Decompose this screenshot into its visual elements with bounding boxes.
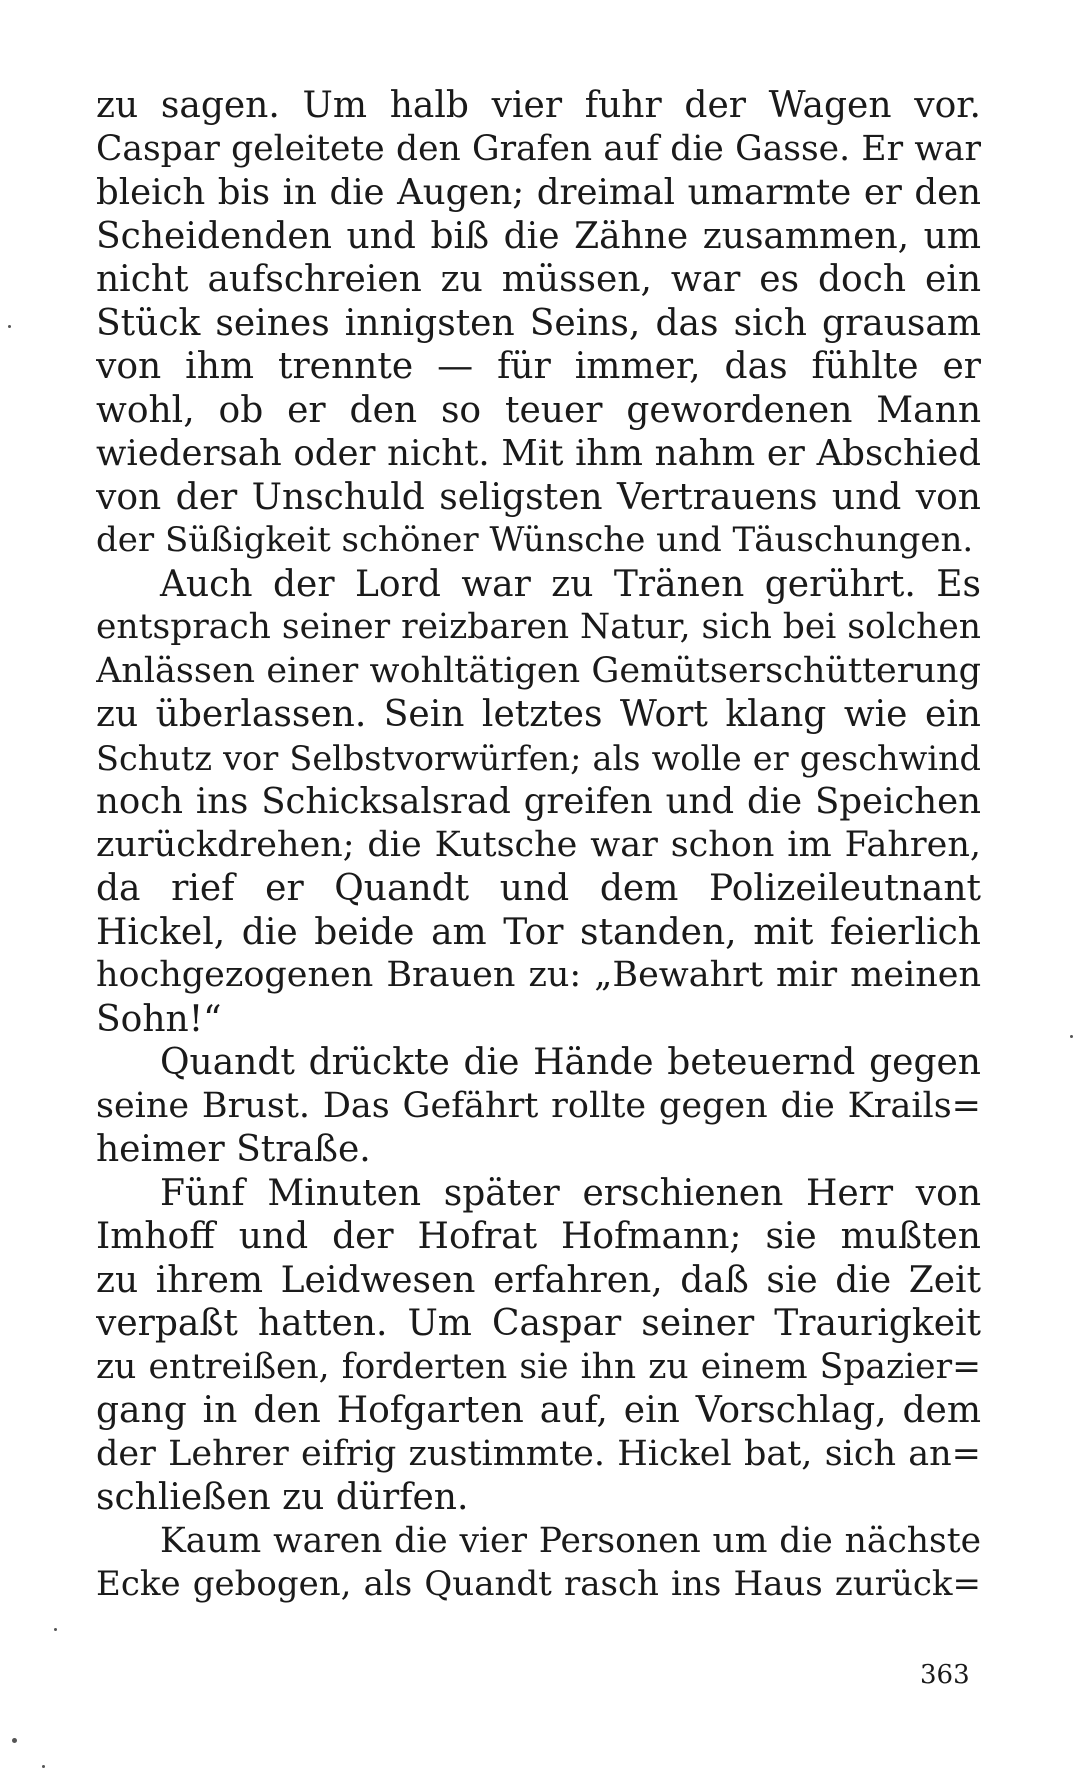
text-line: zu überlassen. Sein letztes Wort klang wie ein: [96, 694, 981, 735]
text-line: da rief er Quandt und dem Polizeileutnant: [96, 868, 981, 909]
text-line: hochgezogenen Brauen zu: „Bewahrt mir meinen: [96, 955, 981, 995]
text-line: Imhoff und der Hofrat Hofmann; sie mußten: [96, 1216, 981, 1257]
text-line: Scheidenden und biß die Zähne zusammen, um: [96, 215, 981, 257]
text-line: Fünf Minuten später erschienen Herr von: [160, 1172, 981, 1214]
print-speck: [42, 1765, 45, 1768]
text-line: Hickel, die beide am Tor standen, mit feierlich: [96, 911, 981, 953]
text-line: entsprach seiner reizbaren Natur, sich bei solchen: [96, 607, 981, 647]
text-line: zu ihrem Leidwesen erfahren, daß sie die Zeit: [96, 1259, 981, 1301]
text-line: von der Unschuld seligsten Vertrauens und von: [96, 476, 981, 518]
text-line: zu entreißen, forderten sie ihn zu einem Spazier=: [96, 1346, 981, 1387]
print-speck: [12, 1738, 17, 1743]
text-line: wiedersah oder nicht. Mit ihm nahm er Abschied: [96, 433, 981, 474]
text-line: noch ins Schicksalsrad greifen und die Speichen: [96, 781, 981, 822]
text-line: Anlässen einer wohltätigen Gemütserschütterung: [96, 650, 981, 691]
text-line: der Lehrer eifrig zustimmte. Hickel bat, sich an=: [96, 1433, 981, 1474]
text-line: nicht aufschreien zu müssen, war es doch ein: [96, 259, 981, 300]
print-speck: [1070, 1035, 1073, 1038]
text-line: wohl, ob er den so teuer gewordenen Mann: [96, 389, 981, 431]
text-line: Auch der Lord war zu Tränen gerührt. Es: [160, 563, 981, 605]
text-line: der Süßigkeit schöner Wünsche und Täuschungen.: [96, 520, 974, 560]
text-line: Sohn!“: [96, 998, 222, 1040]
text-line: zu sagen. Um halb vier fuhr der Wagen vor.: [96, 85, 981, 126]
page-number: 363: [920, 1660, 970, 1690]
text-line: bleich bis in die Augen; dreimal umarmte er den: [96, 172, 981, 213]
text-line: Quandt drückte die Hände beteuernd gegen: [160, 1042, 981, 1083]
text-line: schließen zu dürfen.: [96, 1477, 469, 1518]
text-line: verpaßt hatten. Um Caspar seiner Traurigkeit: [96, 1303, 981, 1344]
text-line: Ecke gebogen, als Quandt rasch ins Haus zurück=: [96, 1564, 981, 1604]
text-line: zurückdrehen; die Kutsche war schon im Fahren,: [96, 824, 981, 865]
text-line: von ihm trennte — für immer, das fühlte er: [96, 346, 981, 387]
text-line: Stück seines innigsten Seins, das sich grausam: [96, 302, 981, 344]
text-line: gang in den Hofgarten auf, ein Vorschlag, dem: [96, 1390, 981, 1431]
print-speck: [54, 1628, 57, 1631]
text-line: Caspar geleitete den Grafen auf die Gasse. Er war: [96, 128, 981, 169]
body-text: [96, 84, 981, 1607]
text-line: seine Brust. Das Gefährt rollte gegen die Krails=: [96, 1085, 981, 1126]
text-line: Kaum waren die vier Personen um die nächste: [160, 1520, 981, 1561]
text-line: heimer Straße.: [96, 1129, 371, 1170]
print-speck: [8, 325, 11, 328]
text-line: Schutz vor Selbstvorwürfen; als wolle er geschwind: [96, 738, 981, 778]
